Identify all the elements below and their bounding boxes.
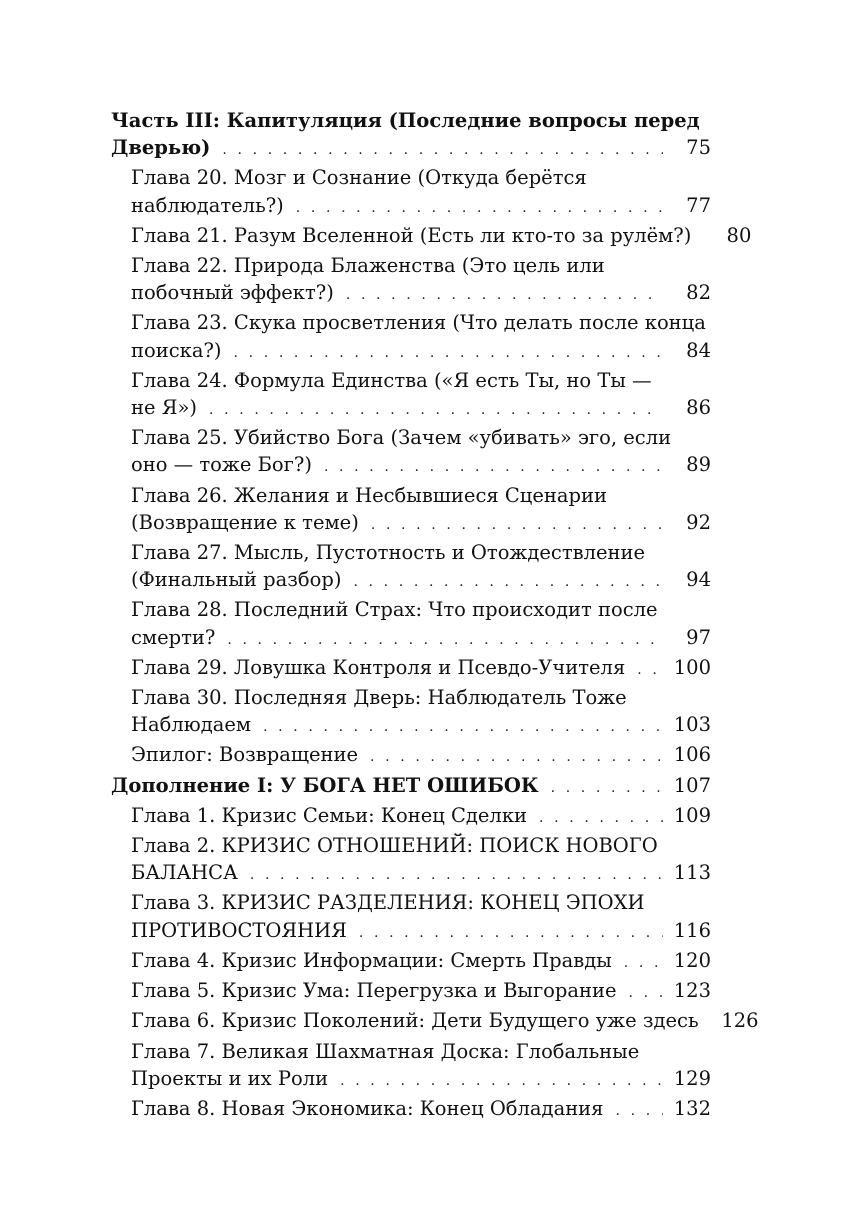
toc-entry-title: наблюдатель?) xyxy=(131,193,284,217)
toc-chapter-entry xyxy=(111,309,711,366)
toc-entry-line xyxy=(131,624,711,654)
toc-entry-title: не Я») xyxy=(131,396,198,420)
toc-entry-line xyxy=(131,566,711,596)
toc-page-number: 82 xyxy=(686,281,711,305)
toc-entry-title: Глава 8. Новая Экономика: Конец Обладания xyxy=(131,1096,604,1120)
toc-entry-line xyxy=(131,1065,711,1095)
dot-leader xyxy=(346,282,663,309)
toc-chapter-entry xyxy=(111,832,711,889)
dot-leader xyxy=(296,195,663,222)
toc-chapter-entry xyxy=(111,977,711,1007)
toc-entry-title: Глава 23. Скука просветления (Что делать после конца xyxy=(131,311,706,335)
toc-entry-title: Часть III: Капитуляция (Последние вопросы перед xyxy=(111,109,700,132)
dot-leader xyxy=(209,397,663,424)
toc-page-number: 132 xyxy=(673,1096,711,1120)
toc-chapter-entry xyxy=(111,1007,759,1037)
dot-leader xyxy=(637,657,663,684)
toc-entry-title: Глава 2. КРИЗИС ОТНОШЕНИЙ: ПОИСК НОВОГО xyxy=(131,834,658,858)
toc-page-number: 75 xyxy=(686,136,711,160)
toc-page-number: 126 xyxy=(721,1009,759,1033)
toc-page-number: 129 xyxy=(673,1066,711,1090)
toc-entry-line xyxy=(111,772,711,802)
toc-chapter-entry xyxy=(111,1038,711,1095)
toc-entry-title: Глава 24. Формула Единства («Я есть Ты, но Ты — xyxy=(131,368,652,392)
toc-entry-title: Глава 7. Великая Шахматная Доска: Глобальные xyxy=(131,1039,640,1063)
dot-leader xyxy=(629,980,663,1007)
toc-chapter-entry xyxy=(111,654,711,684)
dot-leader xyxy=(371,512,663,539)
toc-entry-line xyxy=(131,947,711,977)
toc-page-number: 97 xyxy=(686,625,711,649)
toc-chapter-entry xyxy=(111,1095,711,1125)
toc-entry-title: ПРОТИВОСТОЯНИЯ xyxy=(131,918,347,942)
toc-entry-line xyxy=(131,394,711,424)
dot-leader xyxy=(324,454,663,481)
dot-leader xyxy=(370,744,663,771)
toc-page-number: 123 xyxy=(673,979,711,1003)
toc-entry-line xyxy=(131,279,711,309)
toc-entry-line xyxy=(131,889,711,916)
toc-entry-line xyxy=(131,1095,711,1125)
table-of-contents xyxy=(111,107,759,1125)
toc-entry-line xyxy=(131,654,711,684)
toc-entry-title: Наблюдаем xyxy=(131,713,252,737)
toc-chapter-entry xyxy=(111,252,711,309)
toc-part-entry xyxy=(111,772,711,802)
toc-chapter-entry xyxy=(111,889,711,946)
toc-entry-title: Глава 28. Последний Страх: Что происходит после xyxy=(131,598,658,622)
toc-entry-line xyxy=(131,192,711,222)
toc-page-number: 113 xyxy=(673,861,711,885)
toc-page-number: 120 xyxy=(673,948,711,972)
toc-page-number: 94 xyxy=(686,568,711,592)
toc-page-number: 92 xyxy=(686,510,711,534)
toc-entry-title: Глава 21. Разум Вселенной (Есть ли кто-то за рулём?) xyxy=(131,223,692,247)
dot-leader xyxy=(227,627,663,654)
toc-page-number: 77 xyxy=(686,193,711,217)
toc-entry-title: Дополнение I: У БОГА НЕТ ОШИБОК xyxy=(111,773,539,797)
toc-chapter-entry xyxy=(111,164,711,221)
toc-entry-line xyxy=(131,367,711,394)
toc-entry-title: смерти? xyxy=(131,625,216,649)
toc-page-number: 86 xyxy=(686,396,711,420)
toc-entry-title: Проекты и их Роли xyxy=(131,1066,329,1090)
toc-entry-line xyxy=(131,424,711,451)
toc-entry-title: Глава 26. Желания и Несбывшиеся Сценарии xyxy=(131,483,607,507)
toc-page-number: 89 xyxy=(686,453,711,477)
toc-entry-line xyxy=(131,802,711,832)
toc-entry-line xyxy=(131,711,711,741)
toc-page-number: 109 xyxy=(673,803,711,827)
toc-entry-line xyxy=(131,539,711,566)
toc-chapter-entry xyxy=(111,222,752,252)
toc-entry-line xyxy=(131,1007,759,1037)
toc-page-number: 116 xyxy=(673,918,711,942)
dot-leader xyxy=(234,340,663,367)
dot-leader xyxy=(551,775,663,802)
toc-entry-title: БАЛАНСА xyxy=(131,861,238,885)
dot-leader xyxy=(263,714,663,741)
toc-entry-title: поиска?) xyxy=(131,338,222,362)
dot-leader xyxy=(539,805,663,832)
toc-entry-title: оно — тоже Бог?) xyxy=(131,453,312,477)
toc-entry-title: Глава 4. Кризис Информации: Смерть Правды xyxy=(131,948,612,972)
toc-entry-title: Глава 3. КРИЗИС РАЗДЕЛЕНИЯ: КОНЕЦ ЭПОХИ xyxy=(131,891,645,915)
dot-leader xyxy=(222,137,663,164)
toc-entry-line xyxy=(131,1038,711,1065)
toc-entry-title: Глава 5. Кризис Ума: Перегрузка и Выгорание xyxy=(131,979,617,1003)
toc-page-number: 107 xyxy=(673,773,711,797)
toc-entry-line xyxy=(131,451,711,481)
toc-entry-line xyxy=(131,164,711,191)
toc-entry-title: (Финальный разбор) xyxy=(131,568,342,592)
toc-entry-line xyxy=(111,134,711,164)
dot-leader xyxy=(250,862,663,889)
toc-chapter-entry xyxy=(111,424,711,481)
toc-entry-title: Глава 29. Ловушка Контроля и Псевдо-Учителя xyxy=(131,655,626,679)
toc-entry-line xyxy=(131,509,711,539)
toc-entry-title: Глава 25. Убийство Бога (Зачем «убивать» эго, если xyxy=(131,426,672,450)
toc-page-number: 84 xyxy=(686,338,711,362)
toc-entry-line xyxy=(131,977,711,1007)
toc-entry-title: Глава 20. Мозг и Сознание (Откуда берётся xyxy=(131,166,587,190)
dot-leader xyxy=(616,1098,664,1125)
toc-entry-title: Глава 30. Последняя Дверь: Наблюдатель Тоже xyxy=(131,686,627,710)
toc-entry-title: (Возвращение к теме) xyxy=(131,510,359,534)
dot-leader xyxy=(624,950,663,977)
toc-entry-line xyxy=(131,309,711,336)
toc-chapter-entry xyxy=(111,684,711,741)
toc-chapter-entry xyxy=(111,539,711,596)
dot-leader xyxy=(353,569,663,596)
toc-entry-line xyxy=(131,917,711,947)
toc-chapter-entry xyxy=(111,482,711,539)
toc-part-entry xyxy=(111,107,711,164)
toc-entry-title: Дверью) xyxy=(111,136,211,160)
toc-entry-title: Глава 1. Кризис Семьи: Конец Сделки xyxy=(131,803,528,827)
toc-entry-line xyxy=(131,596,711,623)
toc-page-number: 80 xyxy=(726,223,752,247)
dot-leader xyxy=(359,920,663,947)
toc-chapter-entry xyxy=(111,802,711,832)
toc-entry-line xyxy=(131,741,711,771)
toc-entry-line xyxy=(131,832,711,859)
toc-entry-line xyxy=(131,684,711,711)
toc-entry-line xyxy=(131,859,711,889)
toc-entry-title: Глава 6. Кризис Поколений: Дети Будущего уже здесь xyxy=(131,1009,699,1033)
dot-leader xyxy=(340,1068,663,1095)
toc-entry-line xyxy=(131,337,711,367)
toc-page-number: 100 xyxy=(673,655,711,679)
toc-entry-title: Глава 27. Мысль, Пустотность и Отождествление xyxy=(131,541,646,565)
toc-entry-title: побочный эффект?) xyxy=(131,281,334,305)
toc-entry-title: Глава 22. Природа Блаженства (Это цель или xyxy=(131,254,605,278)
toc-chapter-entry xyxy=(111,947,711,977)
toc-entry-line xyxy=(111,107,711,134)
toc-entry-title: Эпилог: Возвращение xyxy=(131,743,359,767)
toc-page-number: 106 xyxy=(673,743,711,767)
toc-chapter-entry xyxy=(111,596,711,653)
toc-chapter-entry xyxy=(111,741,711,771)
toc-entry-line xyxy=(131,222,752,252)
toc-entry-line xyxy=(131,252,711,279)
toc-chapter-entry xyxy=(111,367,711,424)
toc-entry-line xyxy=(131,482,711,509)
toc-page-number: 103 xyxy=(673,713,711,737)
